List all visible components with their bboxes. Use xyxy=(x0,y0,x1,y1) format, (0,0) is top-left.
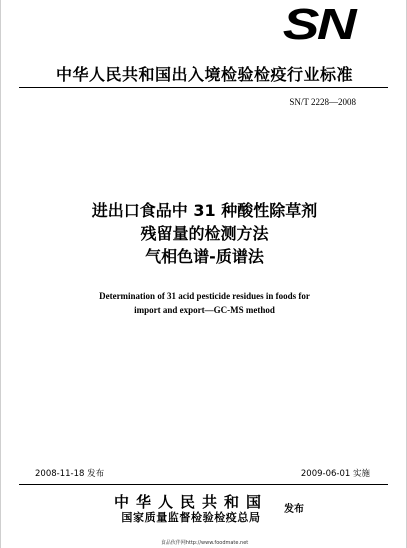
standard-category-title: 中华人民共和国出入境检验检疫行业标准 xyxy=(55,65,353,84)
publisher-line-2: 国家质量监督检验检疫总局 xyxy=(121,511,261,524)
publisher-line-1: 中华人民共和国 xyxy=(113,493,268,511)
publisher-suffix: 发布 xyxy=(284,504,304,515)
top-divider xyxy=(19,87,388,88)
english-title xyxy=(1,289,407,317)
sn-logo: SN xyxy=(282,0,354,49)
english-title-line-1: Determination of 31 acid pesticide residues in foods for xyxy=(99,291,310,301)
chinese-title-line-3: 气相色谱-质谱法 xyxy=(145,247,264,266)
implementation-date: 2009-06-01 实施 xyxy=(300,469,370,479)
footer-watermark-text: 食品伙伴网http://www.foodmate.net xyxy=(160,540,249,546)
bottom-divider xyxy=(19,484,388,485)
chinese-title-line-2: 残留量的检测方法 xyxy=(140,224,269,243)
english-title-line-2: import and export—GC-MS method xyxy=(134,305,275,315)
chinese-title xyxy=(1,199,407,268)
document-number: SN/T 2228—2008 xyxy=(289,97,356,107)
chinese-title-line-1: 进出口食品中 31 种酸性除草剂 xyxy=(91,201,318,220)
publisher-block xyxy=(91,494,291,525)
issue-date: 2008-11-18 发布 xyxy=(35,469,105,479)
